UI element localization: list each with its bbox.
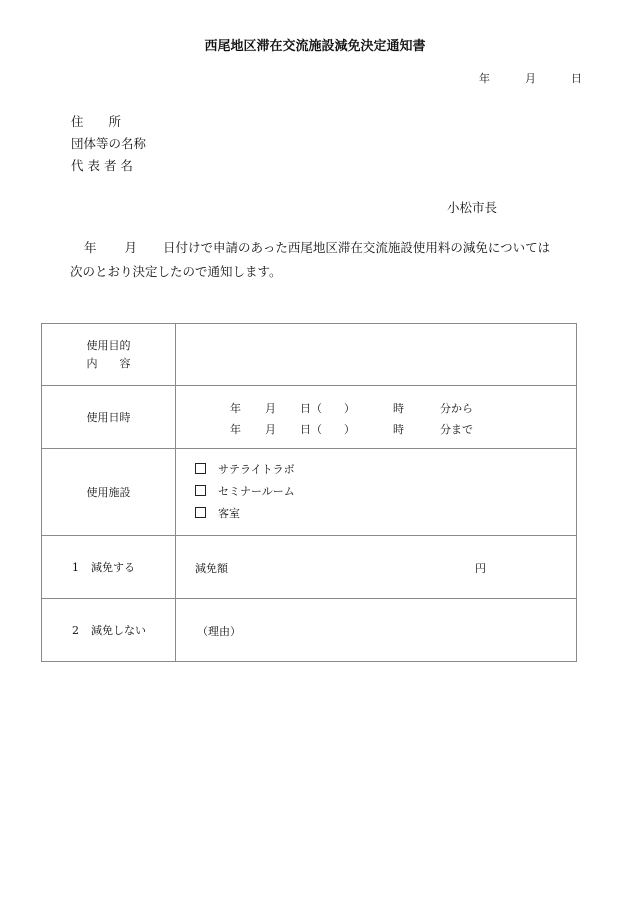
facility-label: 使用施設 <box>86 486 131 499</box>
deny-row <box>42 599 577 662</box>
date-day: 日 <box>571 72 582 85</box>
notice-body-line-2: 次のとおり決定したので通知します。 <box>70 264 282 279</box>
usage-datetime-label: 使用日時 <box>86 411 131 424</box>
from-year: 年 <box>230 402 241 415</box>
purpose-label: 使用目的 <box>86 338 131 352</box>
reason-label: （理由） <box>197 625 241 638</box>
body-year: 年 <box>84 240 97 255</box>
reduction-amount-label: 減免額 <box>195 562 228 575</box>
approve-row <box>42 536 577 599</box>
deny-value-cell <box>176 599 577 662</box>
purpose-label-cell <box>42 324 176 386</box>
date-month: 月 <box>525 72 536 85</box>
facility-label-cell <box>42 449 176 536</box>
notice-body-line-1 <box>70 236 550 260</box>
to-hour: 時 <box>393 423 404 436</box>
to-day: 日（ <box>300 423 322 436</box>
from-weekday-close: ） <box>344 402 355 415</box>
to-minute: 分まで <box>440 423 473 436</box>
yen-unit: 円 <box>475 562 486 575</box>
body-month: 月 <box>124 240 138 255</box>
approve-label: 減免する <box>91 561 135 574</box>
date-year: 年 <box>479 72 490 85</box>
organization-name-label: 団体等の名称 <box>71 136 147 151</box>
to-year: 年 <box>230 423 241 436</box>
facility-option-guest-room[interactable] <box>176 503 576 525</box>
checkbox-icon[interactable] <box>195 463 206 474</box>
deny-number: 2 <box>72 624 79 637</box>
facility-options-cell <box>176 449 577 536</box>
facility-row <box>42 449 577 536</box>
purpose-value-cell <box>176 324 577 386</box>
to-weekday-close: ） <box>344 423 355 436</box>
issuer-name: 小松市長 <box>447 200 498 215</box>
checkbox-icon[interactable] <box>195 507 206 518</box>
checkbox-icon[interactable] <box>195 485 206 496</box>
to-month: 月 <box>265 423 276 436</box>
facility-option-seminar-room[interactable] <box>176 481 576 503</box>
from-month: 月 <box>265 402 276 415</box>
from-day: 日（ <box>300 402 322 415</box>
deny-label-cell <box>42 599 176 662</box>
usage-datetime-label-cell <box>42 386 176 449</box>
address-label: 住 所 <box>71 114 122 129</box>
facility-option-label: サテライトラボ <box>218 463 295 476</box>
approve-number: 1 <box>72 561 79 574</box>
approve-label-cell <box>42 536 176 599</box>
from-hour: 時 <box>393 402 404 415</box>
document-title: 西尾地区滞在交流施設減免決定通知書 <box>204 39 426 54</box>
facility-option-label: 客室 <box>218 507 240 520</box>
facility-option-label: セミナールーム <box>218 485 295 498</box>
content-label: 内 容 <box>86 356 131 370</box>
from-minute: 分から <box>440 402 473 415</box>
usage-datetime-value-cell <box>176 386 577 449</box>
representative-name-label: 代 表 者 名 <box>71 158 133 173</box>
deny-label: 減免しない <box>91 624 146 637</box>
usage-datetime-row <box>42 386 577 449</box>
facility-option-satellite-lab[interactable] <box>176 459 576 481</box>
approve-value-cell <box>176 536 577 599</box>
body-text-rest: 日付けで申請のあった西尾地区滞在交流施設使用料の減免については <box>163 240 551 255</box>
purpose-row <box>42 324 577 386</box>
decision-table <box>41 323 577 662</box>
